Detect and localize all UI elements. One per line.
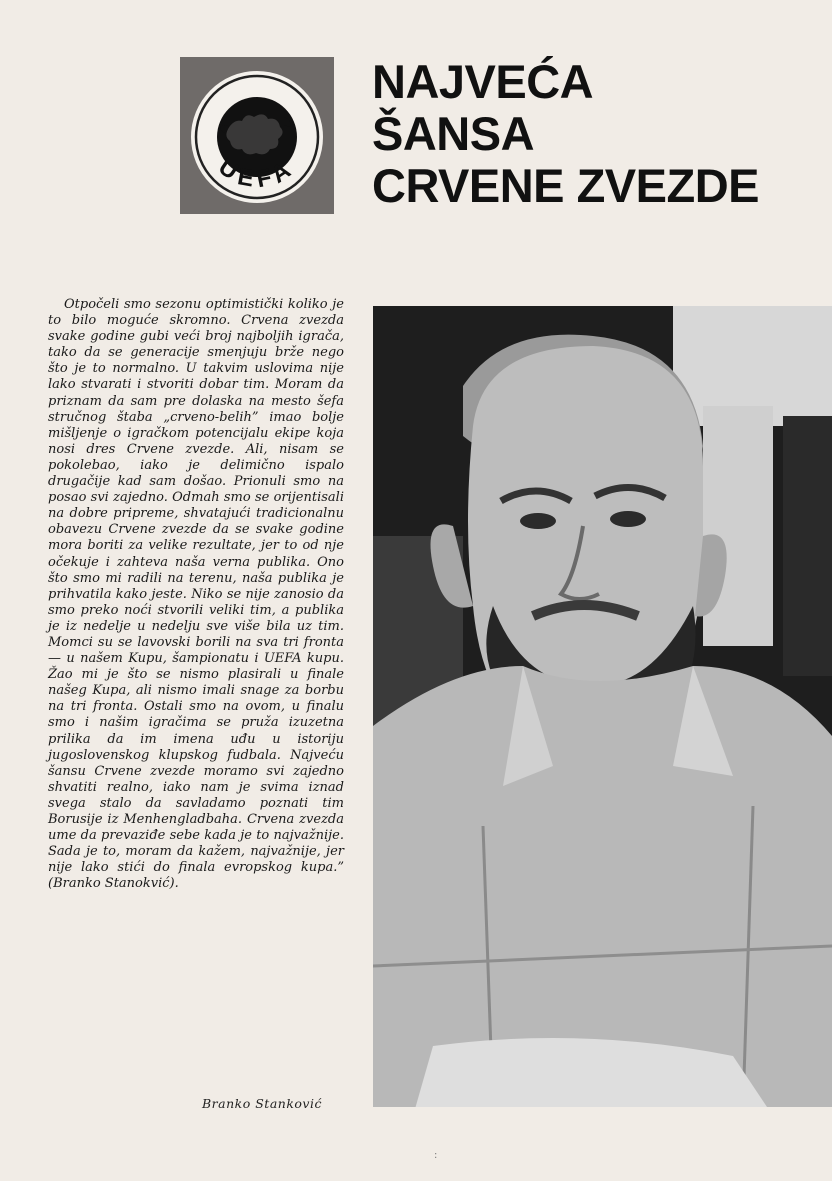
headline-line-3: CRVENE ZVEZDE xyxy=(372,159,759,212)
author-byline: Branko Stanković xyxy=(202,1096,322,1111)
portrait-photo xyxy=(373,306,832,1107)
headline-line-2: ŠANSA xyxy=(372,107,535,160)
uefa-logo xyxy=(180,57,334,214)
headline xyxy=(372,56,822,212)
page-mark: : xyxy=(434,1150,438,1161)
headline-line-1: NAJVEĆA xyxy=(372,55,594,108)
portrait-illustration xyxy=(373,306,832,1107)
logo-text: UEFA xyxy=(213,153,301,194)
uefa-globe-icon xyxy=(180,57,334,214)
article-body: Otpočeli smo sezonu optimistički koliko je to bilo moguće skromno. Crvena zvezda svake godine gubi veći broj najboljih igrača, tako da se generacije smenjuju brže nego što je to normalno. U takvim uslovima nije lako stvarati i stvoriti dobar tim. Moram da priznam da sam pre dolaska na mesto šefa stručnog štaba „crveno-belih” imao bolje mišljenje o igračkom potencijalu ekipe koja nosi dres Crvene zvezde. Ali, nisam se pokolebao, iako je delimično ispalo drugačije kad sam došao. Prionuli smo na posao svi zajedno. Odmah smo se orijentisali na dobre pripreme, shvatajući tradicionalnu obavezu Crvene zvezde da se svake godine mora boriti za velike rezultate, jer to od nje očekuje i zahteva naša verna publika. Ono što smo mi radili na terenu, naša publika je prihvatila kako jeste. Niko se nije zanosio da smo preko noći stvorili veliki tim, a publika je iz nedelje u nedelju sve više bila uz tim. Momci su se lavovski borili na sva tri fronta — u našem Kupu, šampionatu i UEFA kupu. Žao mi je što se nismo plasirali u finale našeg Kupa, ali nismo imali snage za borbu na tri fronta. Ostali smo na ovom, u finalu smo i našim igračima se pruža izuzetna prilika da im imena uđu u istoriju jugoslovenskog klupskog fudbala. Najveću šansu Crvene zvezde moramo svi zajedno shvatiti realno, iako nam je svima iznad svega stalo da savladamo poznati tim Borusije iz Menhengladbaha. Crvena zvezda ume da prevaziđe sebe kada je to najvažnije. Sada je to, moram da kažem, najvažnije, jer nije lako stići do finala evropskog kupa.” (Branko Stanokvić). xyxy=(48,297,344,892)
